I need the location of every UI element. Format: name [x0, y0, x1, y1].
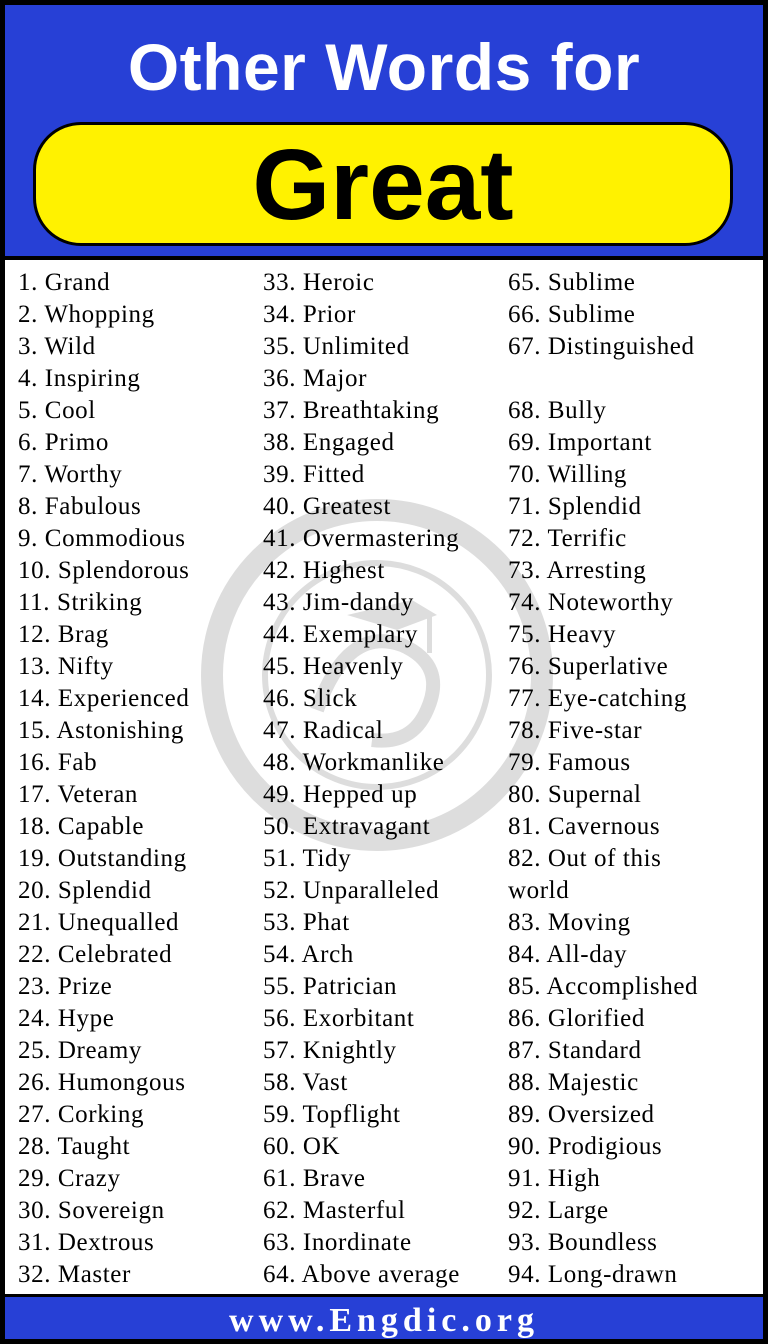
word-item: 42. Highest [263, 557, 385, 584]
word-item: 27. Corking [18, 1101, 145, 1128]
header-banner [5, 5, 763, 260]
word-item: 89. Oversized [508, 1101, 655, 1128]
word-item: 3. Wild [18, 333, 96, 360]
word-item: 65. Sublime [508, 269, 636, 296]
word-item: 77. Eye-catching [508, 685, 687, 712]
word-item: 40. Greatest [263, 493, 391, 520]
word-item: 54. Arch [263, 941, 354, 968]
word-item: 59. Topflight [263, 1101, 401, 1128]
word-item: 29. Crazy [18, 1165, 121, 1192]
word-item: 21. Unequalled [18, 909, 180, 936]
word-item: 91. High [508, 1165, 601, 1192]
word-item: 92. Large [508, 1197, 609, 1224]
word-item: 71. Splendid [508, 493, 642, 520]
word-item: 44. Exemplary [263, 621, 418, 648]
word-item: 45. Heavenly [263, 653, 404, 680]
word-item: 28. Taught [18, 1133, 131, 1160]
word-item: 12. Brag [18, 621, 109, 648]
word-item: 39. Fitted [263, 461, 365, 488]
word-item: 19. Outstanding [18, 845, 187, 872]
word-item: 37. Breathtaking [263, 397, 440, 424]
word-item: 18. Capable [18, 813, 145, 840]
word-item: 23. Prize [18, 973, 113, 1000]
word-item: 49. Hepped up [263, 781, 418, 808]
word-item: 72. Terrific [508, 525, 627, 552]
word-item: 85. Accomplished [508, 973, 699, 1000]
word-item: 36. Major [263, 365, 367, 392]
footer-url: www.Engdic.org [229, 1302, 539, 1339]
word-item: 9. Commodious [18, 525, 186, 552]
footer-banner [5, 1294, 763, 1344]
word-item: 13. Nifty [18, 653, 114, 680]
word-item: 76. Superlative [508, 653, 669, 680]
word-item: 63. Inordinate [263, 1229, 412, 1256]
word-item: 87. Standard [508, 1037, 642, 1064]
word-item: 30. Sovereign [18, 1197, 165, 1224]
word-item: 86. Glorified [508, 1005, 645, 1032]
word-item: 48. Workmanlike [263, 749, 445, 776]
word-item: 52. Unparalleled [263, 877, 440, 904]
word-item: 20. Splendid [18, 877, 152, 904]
word-item: 32. Master [18, 1261, 131, 1288]
word-item: 35. Unlimited [263, 333, 410, 360]
word-item: 55. Patrician [263, 973, 398, 1000]
word-item: 15. Astonishing [18, 717, 184, 744]
word-item: 75. Heavy [508, 621, 617, 648]
word-item: 94. Long-drawn [508, 1261, 678, 1288]
word-item: 26. Humongous [18, 1069, 186, 1096]
word-item: 33. Heroic [263, 269, 375, 296]
word-item: 10. Splendorous [18, 557, 190, 584]
word-item: 84. All-day [508, 941, 628, 968]
word-item: 4. Inspiring [18, 365, 141, 392]
word-item: 70. Willing [508, 461, 628, 488]
word-item: 60. OK [263, 1133, 341, 1160]
word-column-3 [508, 267, 760, 1323]
keyword-text: Great [252, 129, 514, 241]
word-item: 62. Masterful [263, 1197, 406, 1224]
word-item: 38. Engaged [263, 429, 395, 456]
word-item: 78. Five-star [508, 717, 643, 744]
word-item: 51. Tidy [263, 845, 352, 872]
word-item: 11. Striking [18, 589, 143, 616]
word-item: 80. Supernal [508, 781, 642, 808]
word-item: 16. Fab [18, 749, 98, 776]
word-item: 68. Bully [508, 397, 607, 424]
word-item: 67. Distinguished [508, 333, 695, 360]
word-column-2 [263, 267, 508, 1291]
word-item: 6. Primo [18, 429, 109, 456]
word-item: 41. Overmastering [263, 525, 460, 552]
word-item: 25. Dreamy [18, 1037, 143, 1064]
word-item: 79. Famous [508, 749, 631, 776]
word-item: 74. Noteworthy [508, 589, 674, 616]
word-item: 58. Vast [263, 1069, 348, 1096]
word-item: 43. Jim-dandy [263, 589, 414, 616]
word-item: 14. Experienced [18, 685, 190, 712]
word-item: 7. Worthy [18, 461, 123, 488]
word-item: 69. Important [508, 429, 652, 456]
word-columns [5, 267, 763, 1293]
word-item: 66. Sublime [508, 301, 636, 328]
word-item: 56. Exorbitant [263, 1005, 415, 1032]
word-item: 57. Knightly [263, 1037, 397, 1064]
word-item: 1. Grand [18, 269, 111, 296]
word-item: 46. Slick [263, 685, 358, 712]
word-item: 90. Prodigious [508, 1133, 663, 1160]
word-item: 17. Veteran [18, 781, 138, 808]
header-title: Other Words for [127, 30, 641, 104]
word-item: 53. Phat [263, 909, 350, 936]
word-item: 31. Dextrous [18, 1229, 155, 1256]
word-item: 64. Above average [263, 1261, 460, 1288]
word-item: 50. Extravagant [263, 813, 431, 840]
word-item: 93. Boundless [508, 1229, 658, 1256]
word-item: 24. Hype [18, 1005, 115, 1032]
word-item: 61. Brave [263, 1165, 366, 1192]
word-item: 81. Cavernous [508, 813, 661, 840]
word-item: 83. Moving [508, 909, 631, 936]
word-item: 22. Celebrated [18, 941, 173, 968]
keyword-pill [33, 122, 733, 246]
word-item: 5. Cool [18, 397, 96, 424]
word-item: 34. Prior [263, 301, 356, 328]
word-item: 47. Radical [263, 717, 384, 744]
word-item: 82. Out of this world [508, 845, 662, 904]
word-column-1 [18, 267, 258, 1291]
word-item: 2. Whopping [18, 301, 155, 328]
word-item: 8. Fabulous [18, 493, 142, 520]
word-item: 73. Arresting [508, 557, 647, 584]
word-item: 88. Majestic [508, 1069, 639, 1096]
